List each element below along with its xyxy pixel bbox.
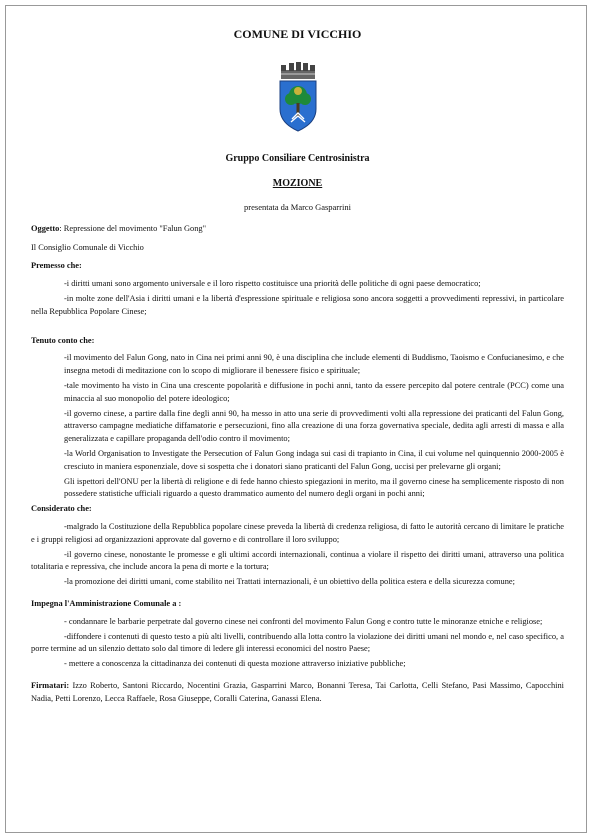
presented-by: presentata da Marco Gasparrini [244,202,351,212]
list-item: -diffondere i contenuti di questo testo a più alti livelli, contribuendo alla lotta contro la violazione dei diritti umani nel mondo e, nel caso specifico, a porre termine ad un silenzio dettato solo dal timore di ledere gli interessi economici del nostro Paese; [31,631,564,654]
signatories-label: Firmatari: [31,680,70,690]
signatories [31,680,564,706]
section-heading-tenuto: Tenuto conto che: [31,335,95,345]
crown-icon [281,62,315,79]
list-item: -tale movimento ha visto in Cina una crescente popolarità e diffusione in pochi anni, tanto da essere percepito dal potere centrale (PCC) come una minaccia al suo monopolio del potere ideologico; [64,380,564,403]
council-group-name: Gruppo Consiliare Centrosinistra [225,153,370,164]
list-item: -il movimento del Falun Gong, nato in Cina nei primi anni 90, è una disciplina che include elementi di Buddismo, Taoismo e Confucianesimo, e che insegna metodi di meditazione con lo scopo di migliorare il benessere fisico e spirituale; [64,353,564,376]
list-item: -il governo cinese, nonostante le promesse e gli ultimi accordi internazionali, continua a violare il rispetto dei diritti umani, attraverso una politica totalitaria e repressiva, che include ancora la pena di morte e la tortura; [31,549,564,572]
list-item: -la promozione dei diritti umani, come stabilito nei Trattati internazionali, è un obiettivo della politica estera e della sicurezza comune; [64,577,515,587]
section-heading-considerato: Considerato che: [31,504,92,514]
document-body [31,26,564,706]
list-item: -il governo cinese, a partire dalla fine degli anni 90, ha messo in atto una serie di provvedimenti volti alla repressione dei praticanti del Falun Gong, attraverso campagne mediatiche diffamatorie e persecuzioni, fino alla creazione di una forza governativa speciale, dedita agli arresti di massa e alla generalizzata e capillare propaganda dell'odio contro il movimento; [64,408,564,444]
list-item: -la World Organisation to Investigate the Persecution of Falun Gong indaga sui casi di trapianto in Cina, il cui volume nel quinquennio 2000-2005 è cresciuto in maniera esponenziale, dove si sospetta che i donatori siano praticanti del Falun Gong, uccisi per prelevarne gli organi; [64,448,564,471]
municipality-title: COMUNE DI VICCHIO [233,27,362,41]
list-item: -in molte zone dell'Asia i diritti umani e la libertà d'espressione spirituale e religiosa sono ancora soggetti a provvedimenti repressivi, in particolare nella Repubblica Popolare Cinese; [31,293,564,316]
list-item: - mettere a conoscenza la cittadinanza dei contenuti di questa mozione attraverso iniziative pubbliche; [64,659,406,669]
list-item: -malgrado la Costituzione della Repubblica popolare cinese preveda la libertà di credenza religiosa, di fatto le autorità cercano di limitare le pratiche e i gruppi religiosi ad organizzazioni approvate dal governo e di controllare il loro sviluppo; [31,521,564,544]
section-heading-impegna: Impegna l'Amministrazione Comunale a : [31,598,182,608]
list-item: - condannare le barbarie perpetrate dal governo cinese nei confronti del movimento Falun Gong e contro tutte le minoranze etniche e religiose; [64,616,543,626]
municipal-crest-icon [274,61,322,133]
subject-line [31,223,564,236]
subject-label: Oggetto [31,223,60,233]
signatories-names: Izzo Roberto, Santoni Riccardo, Nocentini Grazia, Gasparrini Marco, Bonanni Teresa, Tai Carlotta, Celli Stefano, Pasi Massimo, Capocchini Nadia, Petti Lorenzo, Lecca Raffaele, Rosa Giuseppe, Coralli Caterina, Ganassi Elena. [31,680,564,703]
list-item: Gli ispettori dell'ONU per la libertà di religione e di fede hanno chiesto spiegazioni in merito, ma il governo cinese ha semplicemente risposto di non possedere statistiche ufficiali riguardo a questo drammatico aumento del numero degli organi in pochi anni; [64,476,564,499]
section-heading-premesso: Premesso che: [31,261,82,271]
council-line: Il Consiglio Comunale di Vicchio [31,242,144,252]
subject-text: : Repressione del movimento "Falun Gong" [59,223,207,233]
document-type: MOZIONE [272,178,323,189]
list-item: -i diritti umani sono argomento universale e il loro rispetto costituisce una priorità delle politiche di ogni paese democratico; [64,279,481,289]
